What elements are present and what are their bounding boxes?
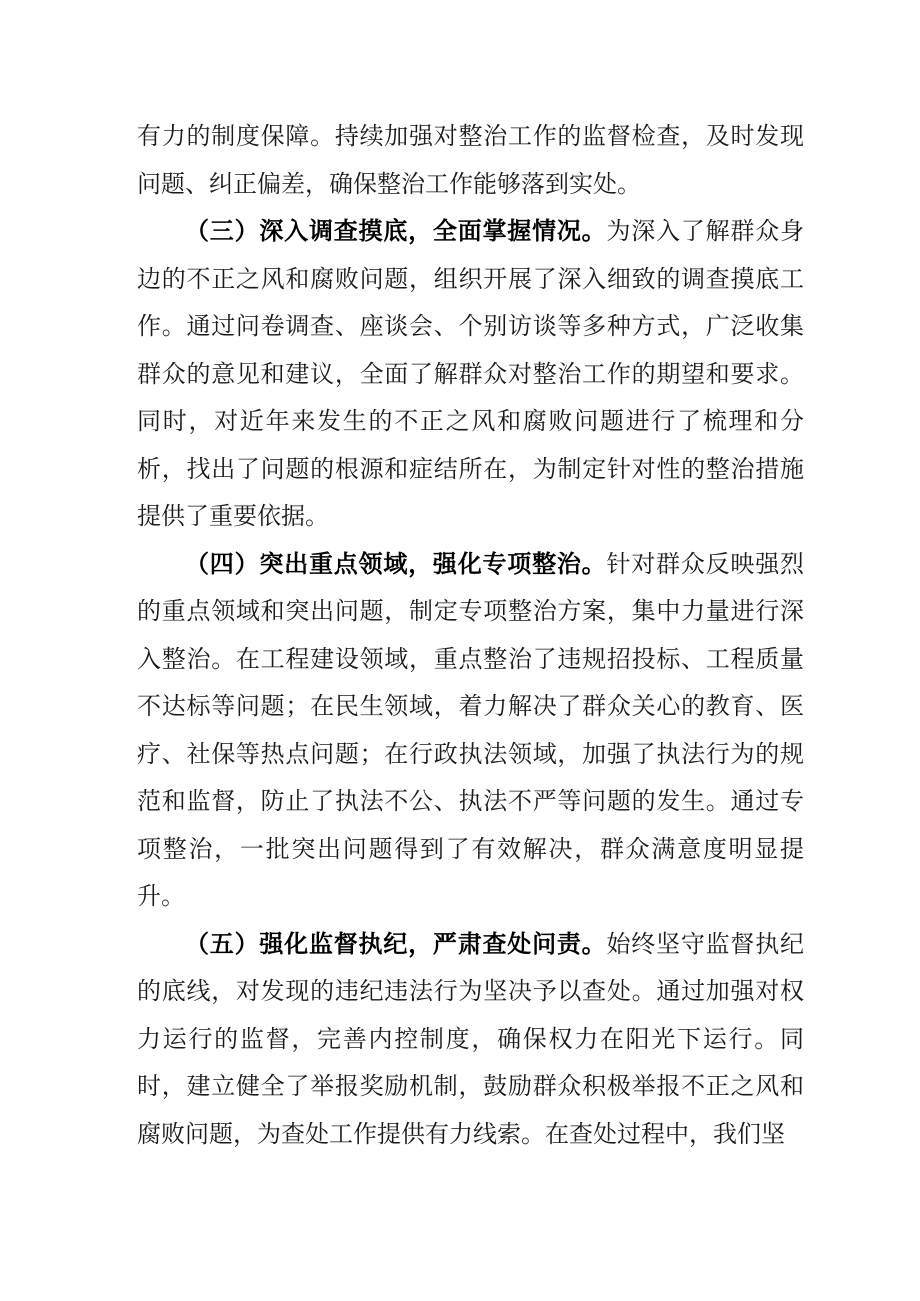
paragraph-text: 为深入了解群众身边的不正之风和腐败问题，组织开展了深入细致的调查摸底工作。通过问卷调查、座谈会、个别访谈等多种方式，广泛收集群众的意见和建议，全面了解群众对整治工作的期望和要求。同时，对近年来发生的不正之风和腐败问题进行了梳理和分析，找出了问题的根源和症结所在，为制定针对性的整治措施提供了重要依据。: [137, 217, 805, 530]
paragraph-section-4: [137, 541, 804, 921]
paragraph-section-5: [137, 921, 804, 1159]
paragraph-text: 针对群众反映强烈的重点领域和突出问题，制定专项整治方案，集中力量进行深入整治。在工程建设领域，重点整治了违规招投标、工程质量不达标等问题；在民生领域，着力解决了群众关心的教育、医疗、社保等热点问题；在行政执法领域，加强了执法行为的规范和监督，防止了执法不公、执法不严等问题的发生。通过专项整治，一批突出问题得到了有效解决，群众满意度明显提升。: [137, 549, 805, 910]
section-heading: （三）深入调查摸底，全面掌握情况。: [185, 217, 607, 245]
paragraph-text: 有力的制度保障。持续加强对整治工作的监督检查，及时发现问题、纠正偏差，确保整治工作能够落到实处。: [137, 122, 804, 198]
paragraph-continuation: [137, 113, 804, 208]
document-body: [137, 113, 804, 1158]
section-heading: （五）强化监督执纪，严肃查处问责。: [185, 929, 607, 958]
paragraph-section-3: [137, 208, 804, 541]
section-heading: （四）突出重点领域，强化专项整治。: [185, 549, 607, 578]
paragraph-text: 始终坚守监督执纪的底线，对发现的违纪违法行为坚决予以查处。通过加强对权力运行的监督，完善内控制度，确保权力在阳光下运行。同时，建立健全了举报奖励机制，鼓励群众积极举报不正之风和腐败问题，为查处工作提供有力线索。在查处过程中，我们坚: [137, 929, 805, 1148]
